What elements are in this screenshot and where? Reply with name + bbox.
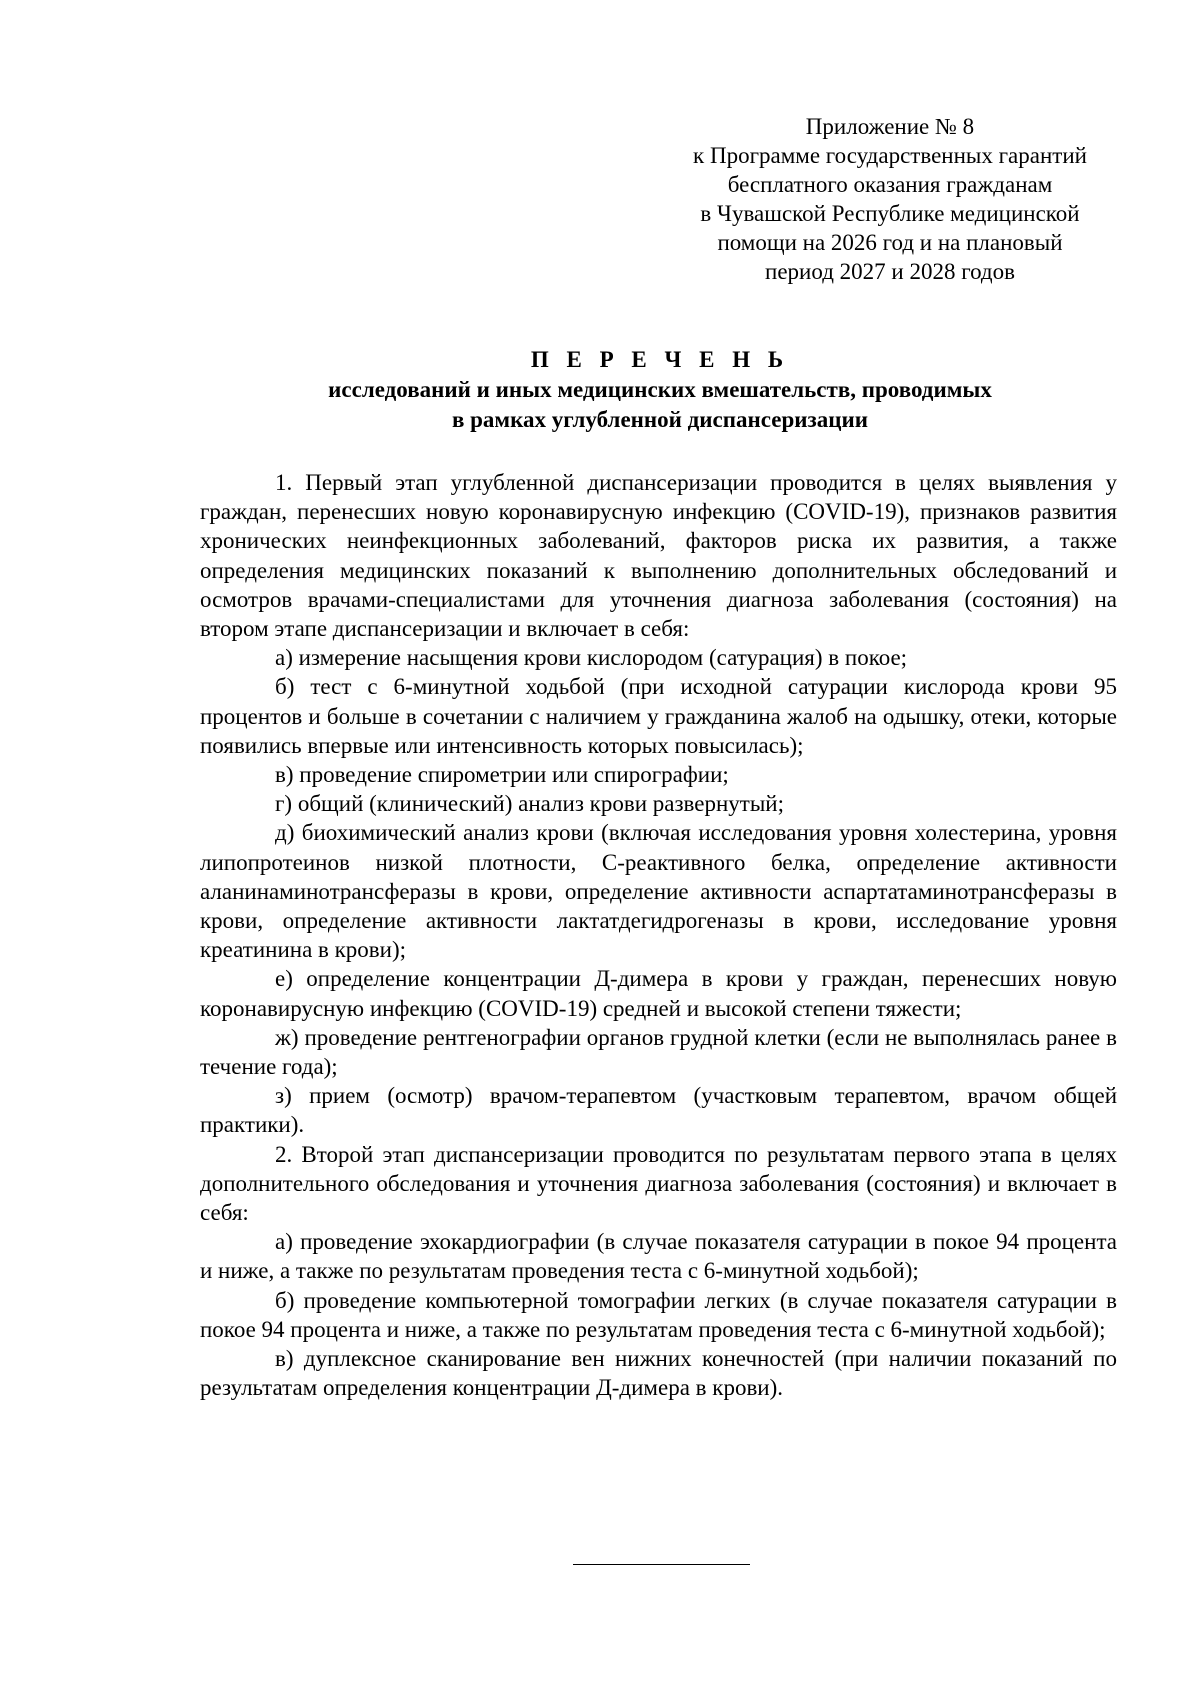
list-item: в) проведение спирометрии или спирографии; <box>275 762 729 788</box>
appendix-line: Приложение № 8 <box>805 114 975 139</box>
appendix-line: помощи на 2026 год и на плановый <box>717 230 1063 255</box>
list-item: ж) проведение рентгенографии органов грудной клетки (если не выполнялась ранее в течение года); <box>200 1024 1117 1080</box>
appendix-line: период 2027 и 2028 годов <box>765 259 1015 284</box>
title-heading: П Е Р Е Ч Е Н Ь <box>530 347 790 372</box>
closing-divider <box>573 1564 750 1565</box>
list-item: а) проведение эхокардиографии (в случае показателя сатурации в покое 94 процента и ниже, а также по результатам проведения теста с 6-минутной ходьбой); <box>200 1229 1117 1284</box>
list-item: з) прием (осмотр) врачом-терапевтом (участковым терапевтом, врачом общей практики). <box>200 1083 1117 1138</box>
list-item: д) биохимический анализ крови (включая исследования уровня холестерина, уровня липопротеинов низкой плотности, С-реактивного белка, определение активности аланинаминотрансферазы в крови, определение активности аспартатаминотрансферазы в крови, определение активности лактатдегидрогеназы в крови, исследование уровня креатинина в крови); <box>200 820 1117 963</box>
document-body <box>200 468 1117 1403</box>
list-item: б) проведение компьютерной томографии легких (в случае показателя сатурации в покое 94 процента и ниже, а также по результатам проведения теста с 6-минутной ходьбой); <box>200 1287 1117 1342</box>
title-subtitle-line: исследований и иных медицинских вмешательств, проводимых <box>328 377 992 402</box>
appendix-header <box>660 112 1120 286</box>
appendix-line: бесплатного оказания гражданам <box>727 172 1053 197</box>
list-item: б) тест с 6-минутной ходьбой (при исходной сатурации кислорода крови 95 процентов и больше в сочетании с наличием у гражданина жалоб на одышку, отеки, которые появились впервые или интенсивность которых повысилась); <box>200 674 1117 758</box>
list-item: е) определение концентрации Д-димера в крови у граждан, перенесших новую коронавирусную инфекцию (COVID-19) средней и высокой степени тяжести; <box>200 966 1117 1021</box>
list-item: г) общий (клинический) анализ крови развернутый; <box>275 791 784 817</box>
appendix-line: в Чувашской Республике медицинской <box>700 201 1080 226</box>
document-title <box>200 345 1120 435</box>
appendix-line: к Программе государственных гарантий <box>693 143 1087 168</box>
paragraph-stage-2: 2. Второй этап диспансеризации проводится по результатам первого этапа в целях дополнительного обследования и уточнения диагноза заболевания (состояния) и включает в себя: <box>200 1141 1117 1226</box>
list-item: в) дуплексное сканирование вен нижних конечностей (при наличии показаний по результатам определения концентрации Д-димера в крови). <box>200 1346 1117 1401</box>
paragraph-stage-1: 1. Первый этап углубленной диспансеризации проводится в целях выявления у граждан, перенесших новую коронавирусную инфекцию (COVID-19), признаков развития хронических неинфекционных заболеваний, факторов риска их развития, а также определения медицинских показаний к выполнению дополнительных обследований и осмотров врачами-специалистами для уточнения диагноза заболевания (состояния) на втором этапе диспансеризации и включает в себя: <box>200 470 1117 642</box>
title-subtitle-line: в рамках углубленной диспансеризации <box>451 407 869 432</box>
list-item: а) измерение насыщения крови кислородом (сатурация) в покое; <box>275 645 908 671</box>
